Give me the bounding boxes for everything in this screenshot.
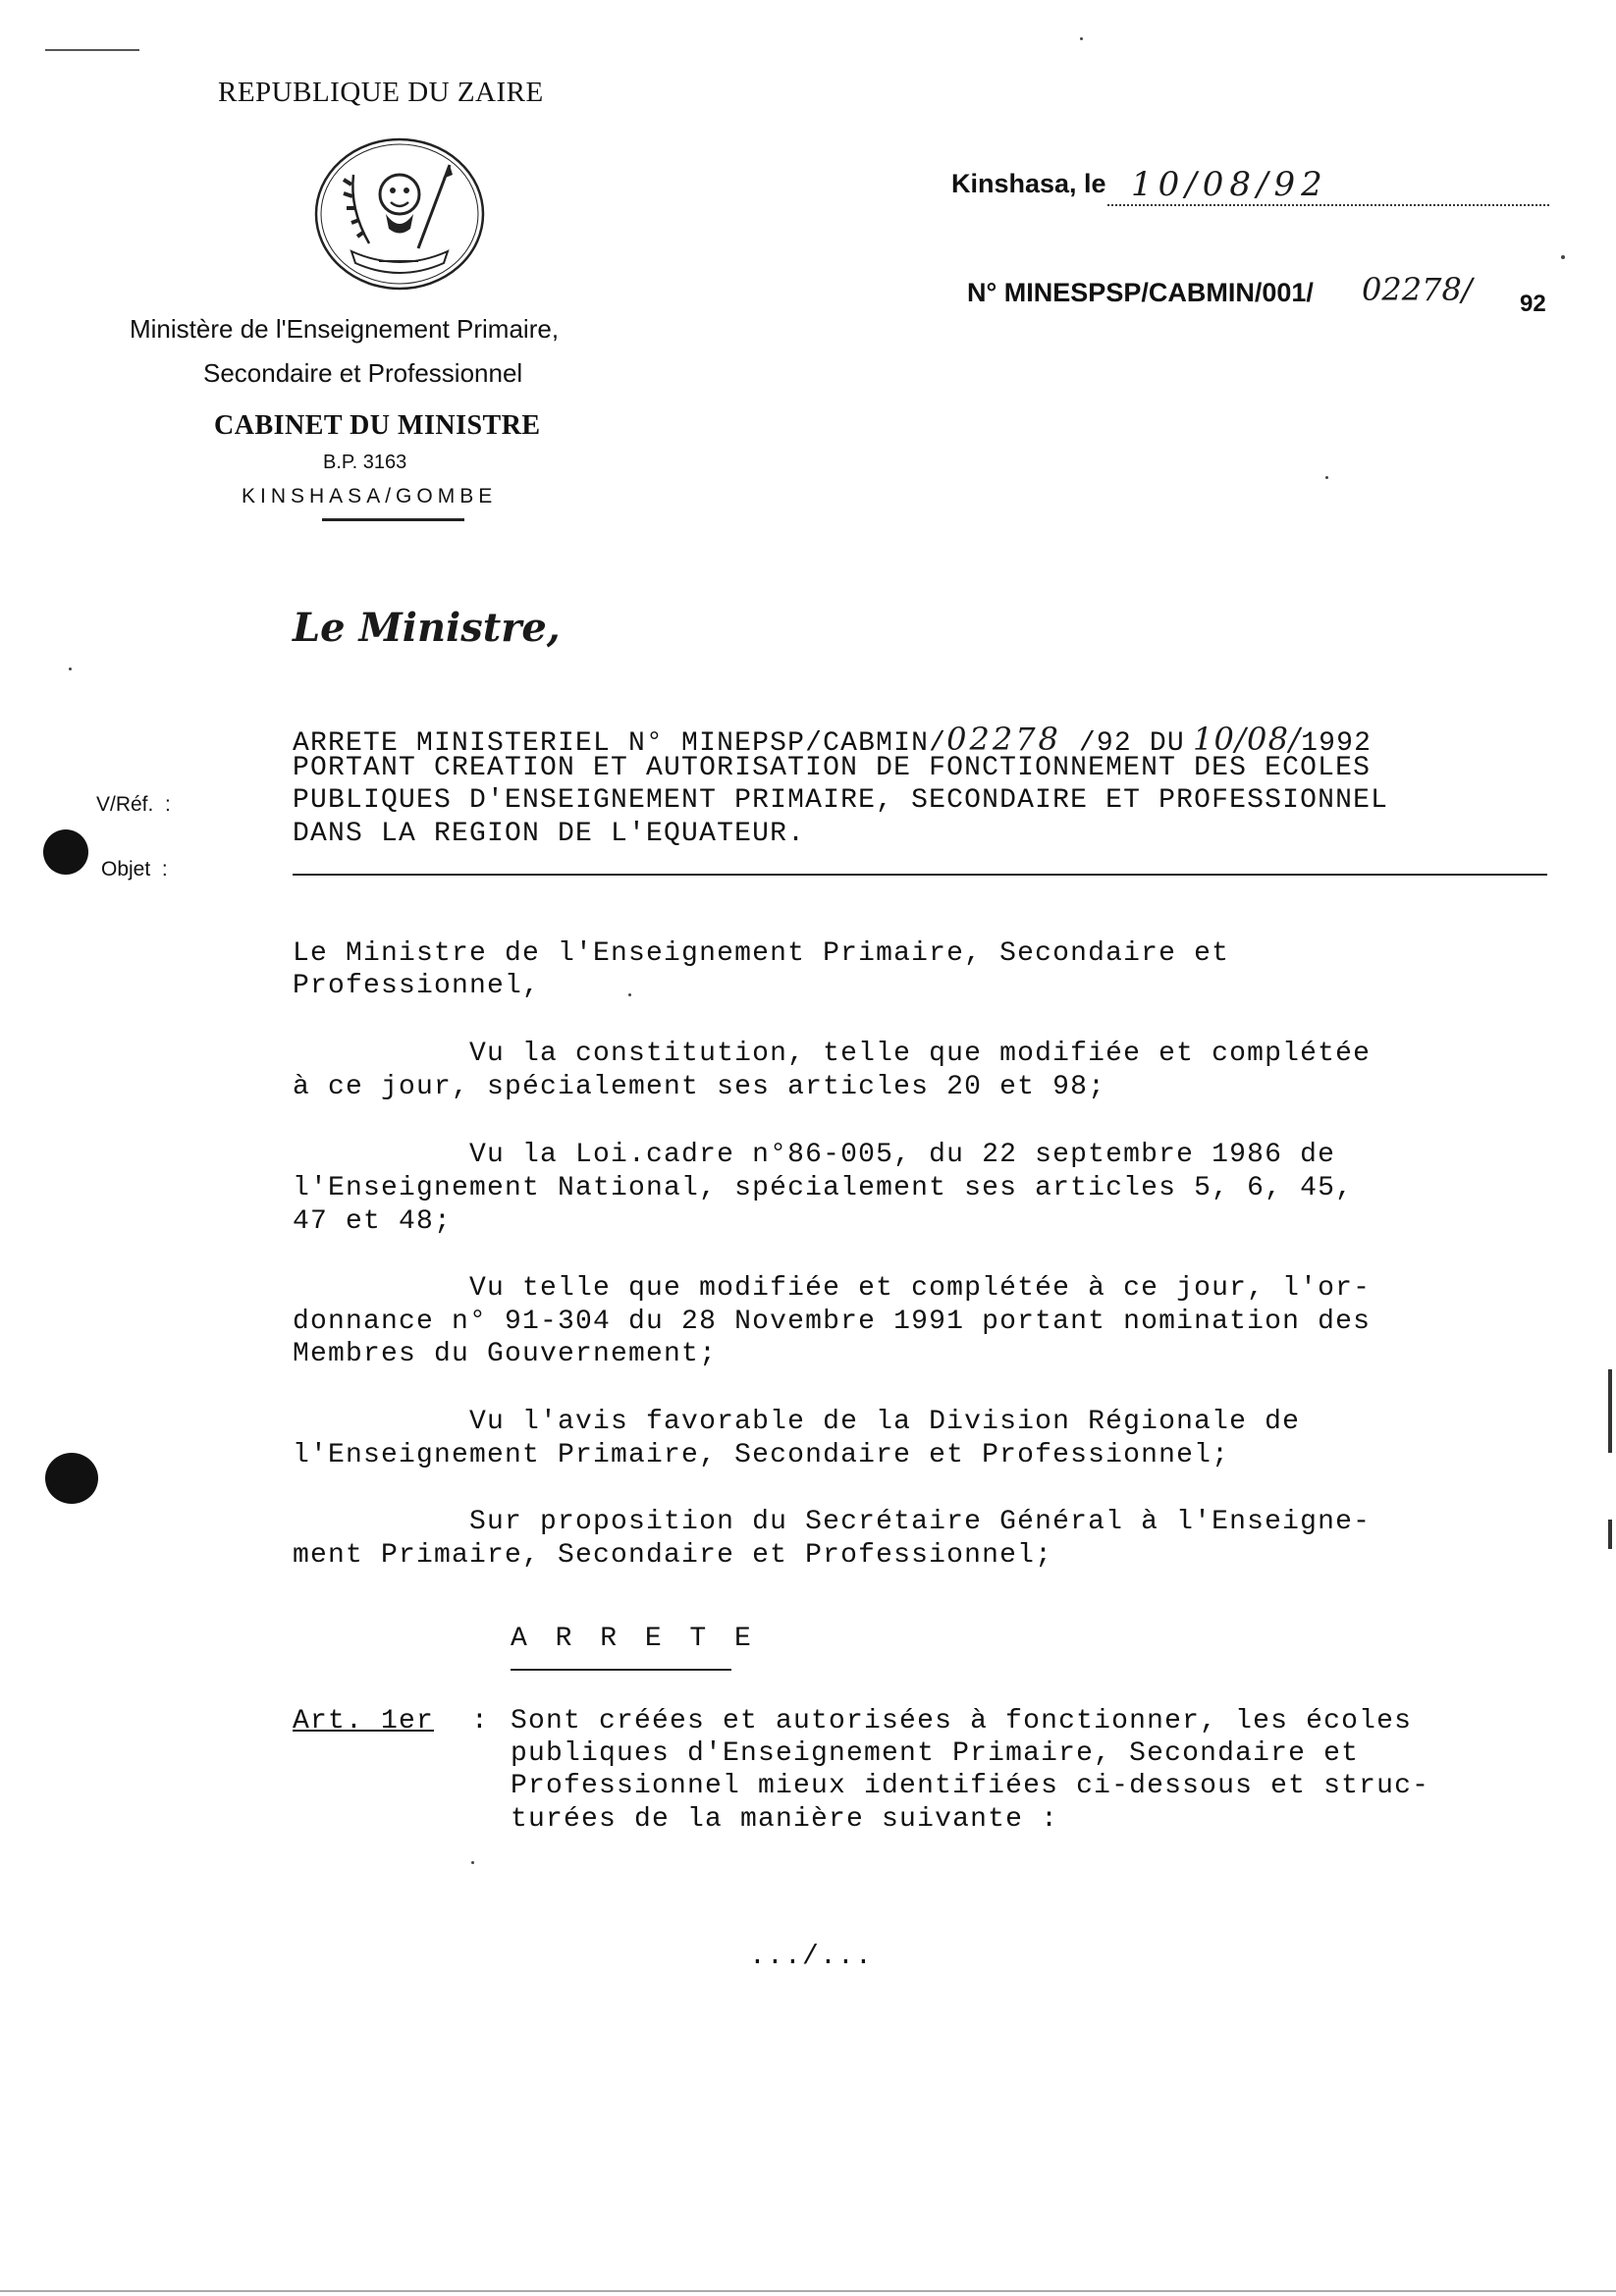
letterhead-city: KINSHASA/GOMBE (242, 485, 498, 507)
po-box: B.P. 3163 (323, 452, 407, 473)
scan-speck (1325, 476, 1328, 479)
article-1-line2: publiques d'Enseignement Primaire, Secondaire et (511, 1738, 1360, 1769)
date-line (1107, 204, 1549, 206)
decree-title-prefix: ARRETE MINISTERIEL N° MINEPSP/CABMIN/ (293, 728, 947, 759)
vref-label: V/Réf. : (96, 793, 171, 816)
scan-mark-right-edge-lower (1608, 1520, 1612, 1549)
subject-rule (293, 874, 1547, 876)
article-1-line4: turées de la manière suivante : (511, 1804, 1059, 1835)
salutation: Le Ministre, (293, 605, 561, 651)
vu-constitution-line2: à ce jour, spécialement ses articles 20 et 98; (293, 1072, 1106, 1102)
scan-speck (1561, 255, 1565, 259)
date-handwritten: 10/08/92 (1131, 165, 1328, 204)
scan-mark-top-left (45, 49, 139, 51)
scan-mark-right-edge (1608, 1369, 1612, 1453)
decree-title-line4: DANS LA REGION DE L'EQUATEUR. (293, 819, 806, 849)
objet-label: Objet : (101, 858, 168, 881)
decree-title-middle: /92 DU (1060, 728, 1185, 759)
vu-loi-cadre-line2: l'Enseignement National, spécialement ses articles 5, 6, 45, (293, 1173, 1354, 1203)
proposition-line1: Sur proposition du Secrétaire Général à l'Enseigne- (293, 1507, 1372, 1537)
vu-loi-cadre-line3: 47 et 48; (293, 1206, 453, 1237)
article-1-label: Art. 1er (293, 1706, 435, 1736)
vu-ordonnance-line1: Vu telle que modifiée et complétée à ce jour, l'or- (293, 1273, 1372, 1304)
vu-loi-cadre-line1: Vu la Loi.cadre n°86-005, du 22 septembre 1986 de (293, 1140, 1336, 1170)
intro-line2: Professionnel, (293, 971, 541, 1001)
decree-date-handwritten: 10/08/ (1192, 721, 1302, 758)
vu-constitution-line1: Vu la constitution, telle que modifiée et complétée (293, 1039, 1372, 1069)
decree-title-line2: PORTANT CREATION ET AUTORISATION DE FONCTIONNEMENT DES ECOLES (293, 753, 1372, 783)
vu-avis-line2: l'Enseignement Primaire, Secondaire et Professionnel; (293, 1440, 1230, 1470)
arrete-underline (511, 1669, 731, 1671)
vu-ordonnance-line2: donnance n° 91-304 du 28 Novembre 1991 portant nomination des (293, 1307, 1372, 1337)
ministry-name-line2: Secondaire et Professionnel (203, 358, 523, 388)
reference-suffix: 92 (1520, 291, 1546, 317)
scan-mark-bottom (0, 2290, 1616, 2292)
ministry-name-line1: Ministère de l'Enseignement Primaire, (130, 314, 560, 344)
reference-prefix: N° MINESPSP/CABMIN/001/ (967, 278, 1314, 307)
cabinet-title: CABINET DU MINISTRE (214, 410, 541, 441)
place-label: Kinshasa, le (951, 169, 1106, 198)
punch-hole-top (43, 829, 88, 875)
article-1-colon: : (471, 1706, 490, 1736)
country-name: REPUBLIQUE DU ZAIRE (218, 77, 544, 108)
arrete-heading: A R R E T E (511, 1624, 757, 1654)
decree-year: 1992 (1301, 728, 1373, 759)
scan-speck (628, 993, 631, 996)
punch-hole-bottom (45, 1453, 98, 1504)
continued-marker: .../... (749, 1942, 874, 1972)
article-1-line1: Sont créées et autorisées à fonctionner, les écoles (511, 1706, 1413, 1736)
decree-title-line3: PUBLIQUES D'ENSEIGNEMENT PRIMAIRE, SECONDAIRE ET PROFESSIONNEL (293, 785, 1389, 816)
scan-speck (471, 1861, 474, 1864)
scan-speck (69, 667, 72, 670)
vu-avis-line1: Vu l'avis favorable de la Division Régionale de (293, 1407, 1301, 1437)
decree-number-handwritten: 02278 (946, 721, 1061, 758)
article-1-line3: Professionnel mieux identifiées ci-dessous et struc- (511, 1771, 1430, 1801)
reference-number-handwritten: 02278/ (1362, 271, 1473, 308)
vu-ordonnance-line3: Membres du Gouvernement; (293, 1339, 718, 1369)
national-emblem-icon (312, 135, 487, 293)
scan-speck (1080, 37, 1083, 40)
intro-line1: Le Ministre de l'Enseignement Primaire, Secondaire et (293, 938, 1230, 969)
letterhead-underline (322, 518, 464, 521)
proposition-line2: ment Primaire, Secondaire et Professionnel; (293, 1540, 1053, 1571)
